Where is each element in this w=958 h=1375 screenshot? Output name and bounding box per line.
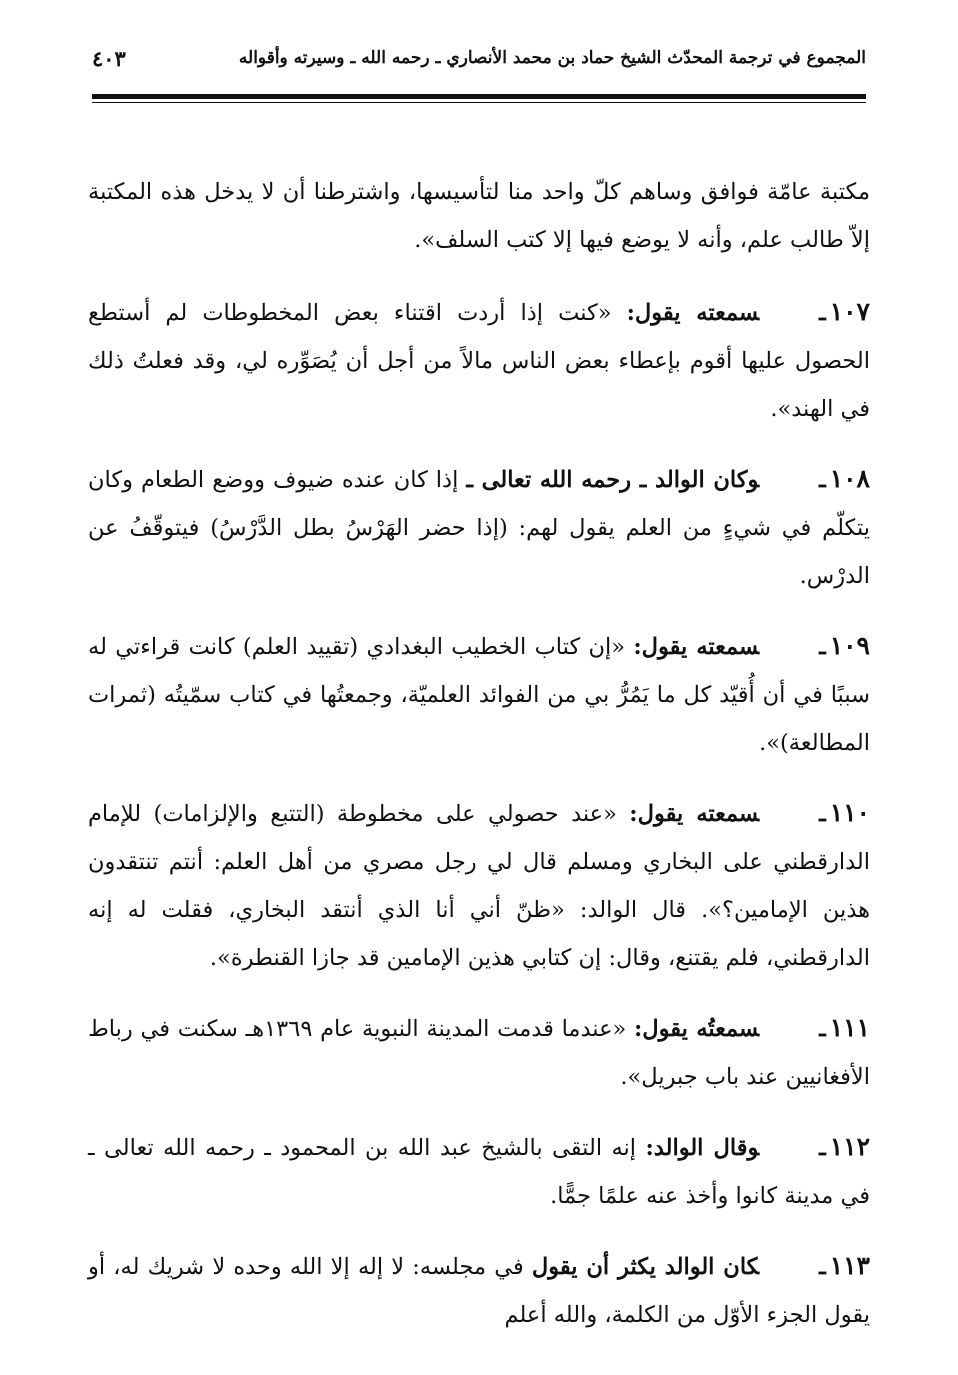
page-header [92, 38, 866, 78]
item-dash: ـ [819, 1135, 826, 1161]
item-text: في مجلسه: لا إله إلا الله وحده لا شريك له، أو يقول الجزء الأوّل من الكلمة، والله أعلم [88, 1254, 870, 1328]
item-text: إنه التقى بالشيخ عبد الله بن المحمود ـ رحمه الله تعالى ـ في مدينة كانوا وأخذ عنه علمًا جمًّا. [88, 1135, 870, 1209]
item-text: «عندما قدمت المدينة النبوية عام ١٣٦٩هـ سكنت في رباط الأفغانيين عند باب جبريل». [88, 1016, 870, 1090]
item-number: ١١٣ [829, 1251, 870, 1280]
item-dash: ـ [819, 1254, 826, 1280]
item-number: ١٠٧ [829, 297, 870, 326]
item-dash: ـ [819, 801, 826, 827]
item-lead: سمعته يقول: [633, 634, 760, 660]
item-108 [88, 455, 870, 600]
item-dash: ـ [819, 634, 826, 660]
page-body [88, 168, 870, 1361]
running-title: المجموع في ترجمة المحدّث الشيخ حماد بن محمد الأنصاري ـ رحمه الله ـ وسيرته وأقواله [238, 48, 866, 68]
item-text: «عند حصولي على مخطوطة (التتبع والإلزامات) للإمام الدارقطني على البخاري ومسلم قال لي رجل مصري من أهل العلم: أنتم تنتقدون هذين الإمامين؟». قال الوالد: «ظنّ أني أنا الذي أنتقد البخاري، فقلت له إنه الدارقطني، فلم يقتنع، وقال: إن كتابي هذين الإمامين قد جازا القنطرة». [88, 801, 870, 971]
item-text: «إن كتاب الخطيب البغدادي (تقييد العلم) كانت قراءتي له سببًا في أن أُقيّد كل ما يَمُرُّ بي من الفوائد العلميّة، وجمعتُها في كتاب سمّيتُه (ثمرات المطالعة)». [88, 634, 870, 756]
item-lead: وكان الوالد ـ رحمه الله تعالى ـ [466, 467, 760, 493]
item-113 [88, 1242, 870, 1339]
item-110 [88, 789, 870, 982]
item-number: ١١٢ [829, 1132, 871, 1161]
item-107 [88, 288, 870, 433]
header-rule-thick [92, 94, 866, 99]
item-dash: ـ [819, 1016, 826, 1042]
intro-paragraph: مكتبة عامّة فوافق وساهم كلّ واحد منا لتأسيسها، واشترطنا أن لا يدخل هذه المكتبة إلاّ طالب علم، وأنه لا يوضع فيها إلا كتب السلف». [88, 179, 870, 253]
header-rule-thin [92, 102, 866, 103]
item-number: ١١١ [829, 1013, 870, 1042]
item-number: ١٠٨ [829, 464, 870, 493]
item-text: إذا كان عنده ضيوف ووضع الطعام وكان يتكلّم في شيءٍ من العلم يقول لهم: (إذا حضر الهَرْسُ بطل الدَّرْسُ) فيتوقّفُ عن الدرْس. [88, 467, 870, 589]
item-112 [88, 1123, 870, 1220]
item-lead: سمعتُه يقول: [634, 1016, 760, 1042]
item-number: ١٠٩ [829, 631, 870, 660]
item-dash: ـ [819, 467, 826, 493]
item-number: ١١٠ [829, 798, 870, 827]
item-dash: ـ [819, 300, 826, 326]
item-109 [88, 622, 870, 767]
page-number: ٤٠٣ [92, 45, 126, 71]
item-lead: سمعته يقول: [626, 300, 760, 326]
item-lead: كان الوالد يكثر أن يقول [531, 1254, 760, 1280]
item-text: «كنت إذا أردت اقتناء بعض المخطوطات لم أستطع الحصول عليها أقوم بإعطاء بعض الناس مالاً من أجل أن يُصَوِّره لي، وقد فعلتُ ذلك في الهند». [88, 300, 870, 422]
item-lead: سمعته يقول: [629, 801, 760, 827]
item-lead: وقال الوالد: [645, 1135, 760, 1161]
item-111 [88, 1004, 870, 1101]
